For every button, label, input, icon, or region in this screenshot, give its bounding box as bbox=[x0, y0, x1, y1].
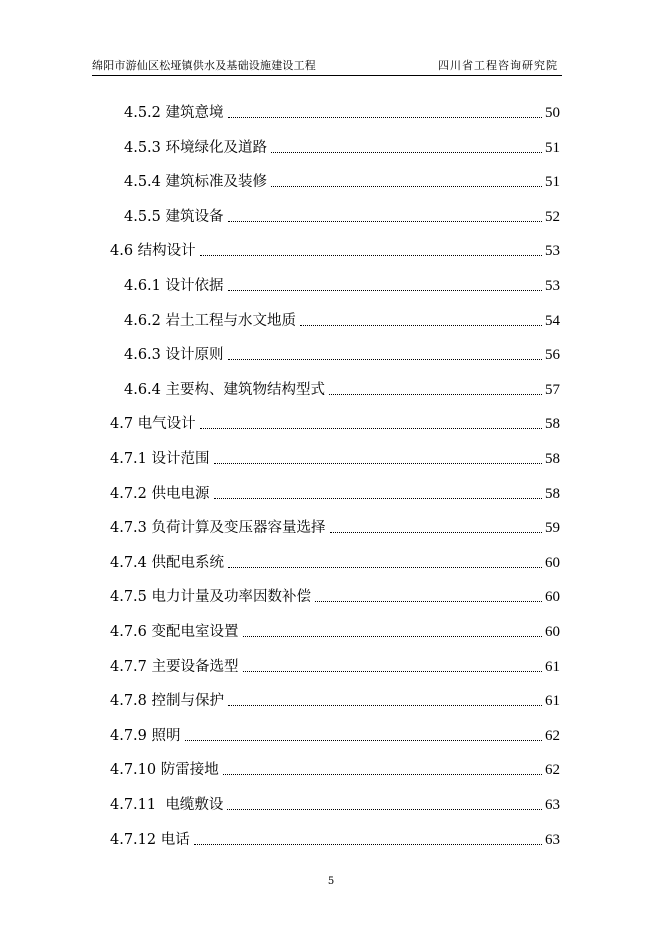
toc-entry-title: 4.6.1 设计依据 bbox=[124, 278, 224, 294]
header-organization: 四川省工程咨询研究院 bbox=[438, 59, 558, 72]
toc-dot-leader bbox=[194, 844, 542, 845]
header-project-title: 绵阳市游仙区松垭镇供水及基础设施建设工程 bbox=[92, 59, 316, 72]
toc-entry-page: 51 bbox=[545, 174, 560, 190]
toc-dot-leader bbox=[228, 567, 542, 568]
toc-entry-title: 4.7 电气设计 bbox=[110, 416, 196, 432]
toc-entry-title: 4.7.11 电缆敷设 bbox=[110, 797, 224, 813]
toc-entry-page: 57 bbox=[545, 382, 560, 398]
toc-entry[interactable] bbox=[124, 102, 560, 122]
toc-entry-title: 4.7.1 设计范围 bbox=[110, 451, 210, 467]
toc-entry-title: 4.6.3 设计原则 bbox=[124, 347, 224, 363]
toc-entry-title: 4.7.10 防雷接地 bbox=[110, 762, 219, 778]
toc-dot-leader bbox=[228, 705, 542, 706]
toc-dot-leader bbox=[228, 359, 542, 360]
toc-entry-title: 4.6.4 主要构、建筑物结构型式 bbox=[124, 382, 326, 398]
toc-entry-title: 4.7.6 变配电室设置 bbox=[110, 624, 239, 640]
toc-entry-title: 4.5.3 环境绿化及道路 bbox=[124, 140, 268, 156]
toc-entry-title: 4.6.2 岩土工程与水文地质 bbox=[124, 313, 297, 329]
toc-entry-page: 53 bbox=[545, 278, 560, 294]
toc-entry-page: 60 bbox=[545, 624, 560, 640]
toc-entry[interactable] bbox=[110, 621, 560, 641]
toc-entry[interactable] bbox=[110, 240, 560, 260]
toc-dot-leader bbox=[214, 463, 542, 464]
toc-entry[interactable] bbox=[110, 656, 560, 676]
toc-dot-leader bbox=[223, 774, 542, 775]
toc-entry[interactable] bbox=[110, 690, 560, 710]
toc-entry-page: 58 bbox=[545, 451, 560, 467]
toc-entry-title: 4.7.7 主要设备选型 bbox=[110, 659, 239, 675]
toc-entry[interactable] bbox=[110, 517, 560, 537]
toc-entry-page: 59 bbox=[545, 520, 560, 536]
toc-entry-title: 4.5.5 建筑设备 bbox=[124, 209, 224, 225]
toc-dot-leader bbox=[185, 740, 542, 741]
toc-dot-leader bbox=[243, 671, 542, 672]
toc-dot-leader bbox=[330, 532, 542, 533]
toc-entry-title: 4.7.2 供电电源 bbox=[110, 486, 210, 502]
toc-dot-leader bbox=[200, 255, 542, 256]
toc-entry[interactable] bbox=[110, 725, 560, 745]
toc-entry[interactable] bbox=[124, 344, 560, 364]
toc-entry-title: 4.7.4 供配电系统 bbox=[110, 555, 225, 571]
page-number: 5 bbox=[327, 876, 335, 887]
toc-entry-page: 52 bbox=[545, 209, 560, 225]
toc-entry-page: 61 bbox=[545, 659, 560, 675]
toc-dot-leader bbox=[315, 601, 542, 602]
toc-entry-title: 4.5.4 建筑标准及装修 bbox=[124, 174, 268, 190]
toc-entry[interactable] bbox=[124, 310, 560, 330]
toc-entry-page: 58 bbox=[545, 486, 560, 502]
toc-dot-leader bbox=[271, 152, 542, 153]
toc-entry-page: 51 bbox=[545, 140, 560, 156]
toc-entry-page: 60 bbox=[545, 589, 560, 605]
toc-entry[interactable] bbox=[110, 483, 560, 503]
toc-dot-leader bbox=[329, 394, 542, 395]
toc-entry[interactable] bbox=[110, 759, 560, 779]
toc-entry[interactable] bbox=[124, 379, 560, 399]
toc-entry-page: 58 bbox=[545, 416, 560, 432]
toc-entry[interactable] bbox=[110, 413, 560, 433]
toc-entry-page: 54 bbox=[545, 313, 560, 329]
toc-entry[interactable] bbox=[124, 275, 560, 295]
toc-entry-title: 4.7.8 控制与保护 bbox=[110, 693, 225, 709]
toc-entry-page: 53 bbox=[545, 243, 560, 259]
toc-dot-leader bbox=[271, 186, 542, 187]
toc-entry[interactable] bbox=[124, 206, 560, 226]
toc-entry[interactable] bbox=[110, 829, 560, 849]
toc-entry[interactable] bbox=[124, 137, 560, 157]
toc-entry[interactable] bbox=[110, 552, 560, 572]
toc-entry[interactable] bbox=[110, 448, 560, 468]
toc-entry-title: 4.7.12 电话 bbox=[110, 832, 190, 848]
toc-dot-leader bbox=[228, 290, 542, 291]
toc-entry-page: 63 bbox=[545, 797, 560, 813]
toc-entry-page: 61 bbox=[545, 693, 560, 709]
toc-entry-page: 63 bbox=[545, 832, 560, 848]
toc-entry-page: 50 bbox=[545, 105, 560, 121]
toc-dot-leader bbox=[228, 221, 542, 222]
toc-dot-leader bbox=[300, 325, 542, 326]
toc-entry-title: 4.6 结构设计 bbox=[110, 243, 196, 259]
toc-entry-page: 60 bbox=[545, 555, 560, 571]
toc-entry-title: 4.5.2 建筑意境 bbox=[124, 105, 224, 121]
toc-dot-leader bbox=[228, 117, 542, 118]
toc-dot-leader bbox=[214, 498, 542, 499]
toc-entry-page: 56 bbox=[545, 347, 560, 363]
toc-entry-page: 62 bbox=[545, 728, 560, 744]
toc-entry[interactable] bbox=[110, 586, 560, 606]
toc-dot-leader bbox=[227, 809, 542, 810]
toc-entry[interactable] bbox=[110, 794, 560, 814]
toc-entry-title: 4.7.5 电力计量及功率因数补偿 bbox=[110, 589, 312, 605]
toc-dot-leader bbox=[200, 428, 542, 429]
toc-entry[interactable] bbox=[124, 171, 560, 191]
running-header bbox=[92, 57, 562, 76]
toc-entry-title: 4.7.9 照明 bbox=[110, 728, 181, 744]
toc-entry-title: 4.7.3 负荷计算及变压器容量选择 bbox=[110, 520, 326, 536]
toc-dot-leader bbox=[243, 636, 542, 637]
toc-entry-page: 62 bbox=[545, 762, 560, 778]
